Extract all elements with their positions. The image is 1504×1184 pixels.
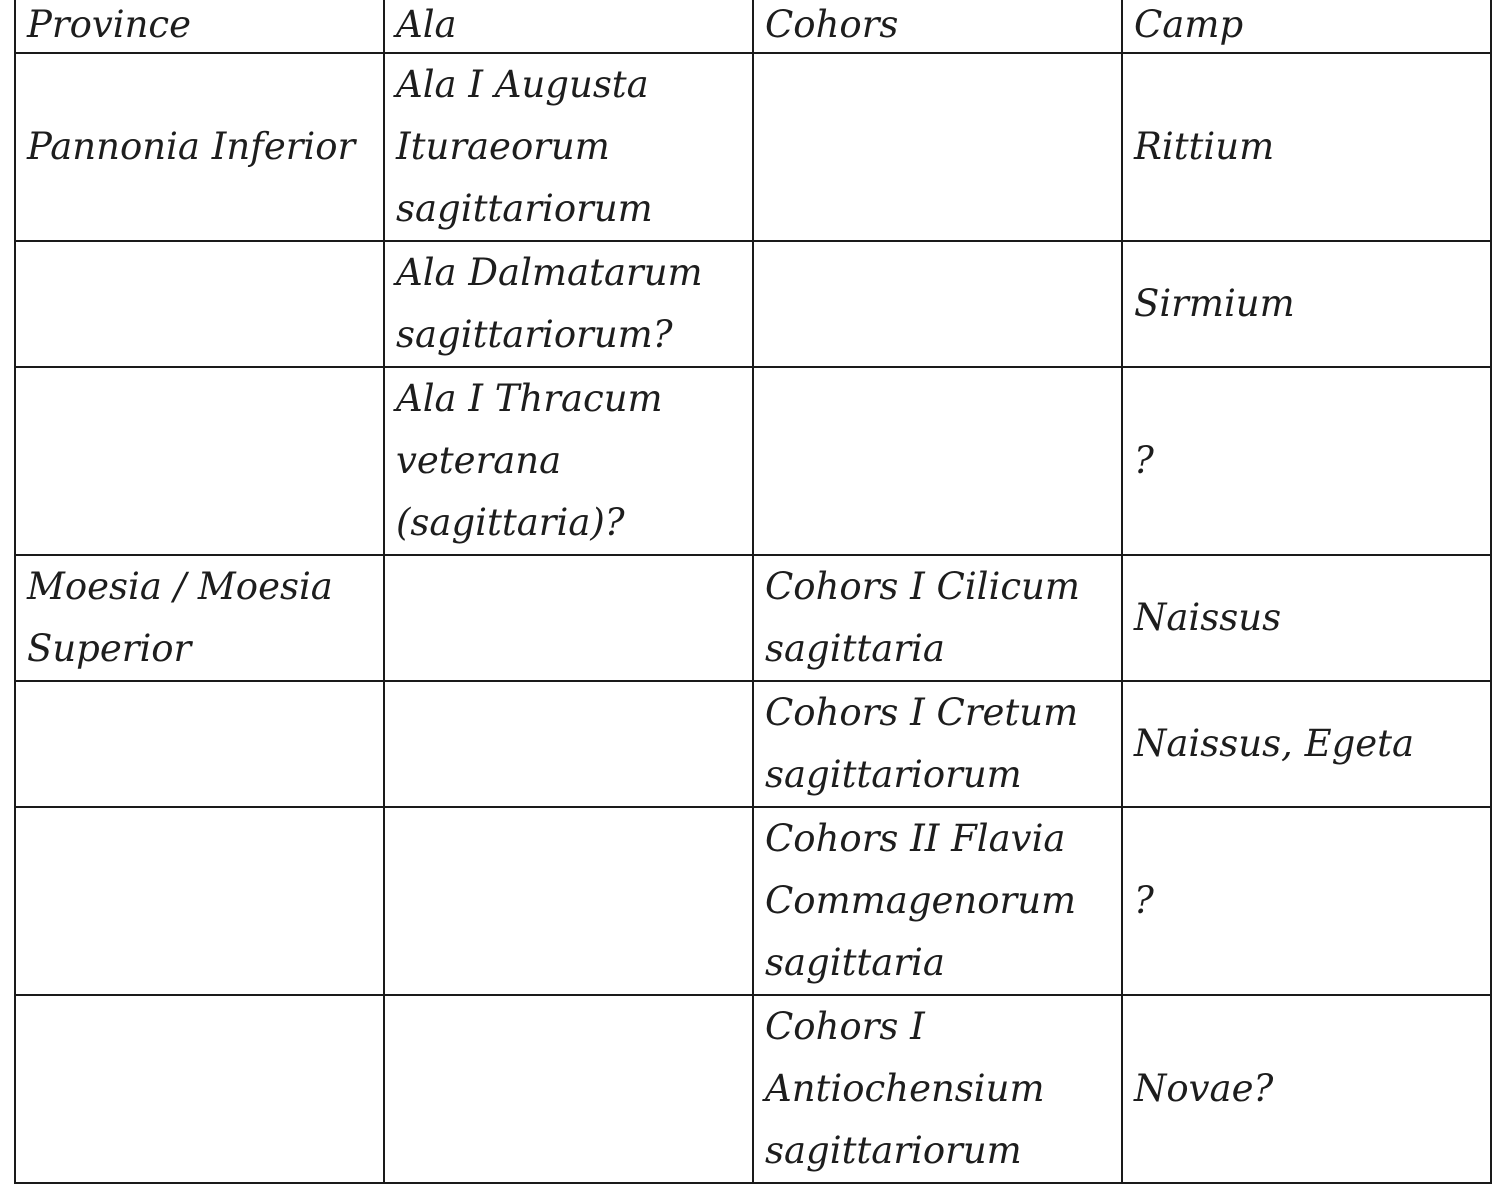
table-header <box>15 0 1491 53</box>
units-table <box>14 0 1492 1184</box>
cohors-cell <box>753 367 1122 555</box>
header-province: Province <box>15 0 384 53</box>
province-cell <box>15 555 384 681</box>
table-row <box>15 555 1491 681</box>
table-row <box>15 681 1491 807</box>
province-cell <box>15 241 384 367</box>
ala-cell <box>384 807 753 995</box>
header-row <box>15 0 1491 53</box>
cohors-cell <box>753 555 1122 681</box>
cohors-line: Antiochensium <box>765 1067 1045 1110</box>
camp-line: ? <box>1134 439 1154 482</box>
ala-line: Ala Dalmatarum <box>396 251 703 294</box>
province-line: Moesia / Moesia <box>27 565 333 608</box>
camp-cell <box>1122 995 1491 1183</box>
camp-line: Naissus <box>1134 596 1282 639</box>
cohors-line: Cohors I <box>765 1005 925 1048</box>
camp-cell <box>1122 53 1491 241</box>
header-ala: Ala <box>384 0 753 53</box>
camp-cell <box>1122 807 1491 995</box>
table-row <box>15 995 1491 1183</box>
table-body <box>15 53 1491 1183</box>
cohors-line: sagittariorum <box>765 1129 1022 1172</box>
camp-cell <box>1122 681 1491 807</box>
camp-line: Naissus, Egeta <box>1134 722 1415 765</box>
cohors-line: sagittaria <box>765 941 945 984</box>
cohors-cell <box>753 53 1122 241</box>
ala-cell <box>384 367 753 555</box>
cohors-line: Cohors II Flavia <box>765 817 1066 860</box>
ala-cell <box>384 995 753 1183</box>
province-cell <box>15 367 384 555</box>
province-line: Superior <box>27 627 192 670</box>
cohors-line: Cohors I Cilicum <box>765 565 1080 608</box>
table-row <box>15 53 1491 241</box>
ala-line: veterana <box>396 439 562 482</box>
province-cell <box>15 995 384 1183</box>
camp-cell <box>1122 241 1491 367</box>
ala-line: Ala I Thracum <box>396 377 663 420</box>
cohors-cell <box>753 995 1122 1183</box>
cohors-cell <box>753 681 1122 807</box>
camp-line: ? <box>1134 879 1154 922</box>
header-camp: Camp <box>1122 0 1491 53</box>
camp-line: Novae? <box>1134 1067 1274 1110</box>
ala-cell <box>384 555 753 681</box>
province-line: Pannonia Inferior <box>27 125 356 168</box>
ala-cell <box>384 53 753 241</box>
province-cell <box>15 681 384 807</box>
ala-cell <box>384 241 753 367</box>
ala-line: Ala I Augusta <box>396 63 649 106</box>
cohors-cell <box>753 241 1122 367</box>
camp-line: Rittium <box>1134 125 1275 168</box>
cohors-line: sagittariorum <box>765 753 1022 796</box>
ala-cell <box>384 681 753 807</box>
cohors-line: sagittaria <box>765 627 945 670</box>
ala-line: sagittariorum? <box>396 313 673 356</box>
ala-line: sagittariorum <box>396 187 653 230</box>
table-row <box>15 807 1491 995</box>
table-row <box>15 367 1491 555</box>
header-cohors: Cohors <box>753 0 1122 53</box>
province-cell <box>15 807 384 995</box>
ala-line: (sagittaria)? <box>396 501 625 544</box>
camp-cell <box>1122 555 1491 681</box>
camp-line: Sirmium <box>1134 282 1295 325</box>
camp-cell <box>1122 367 1491 555</box>
cohors-line: Cohors I Cretum <box>765 691 1079 734</box>
cohors-line: Commagenorum <box>765 879 1077 922</box>
ala-line: Ituraeorum <box>396 125 610 168</box>
province-cell <box>15 53 384 241</box>
cohors-cell <box>753 807 1122 995</box>
table-row <box>15 241 1491 367</box>
